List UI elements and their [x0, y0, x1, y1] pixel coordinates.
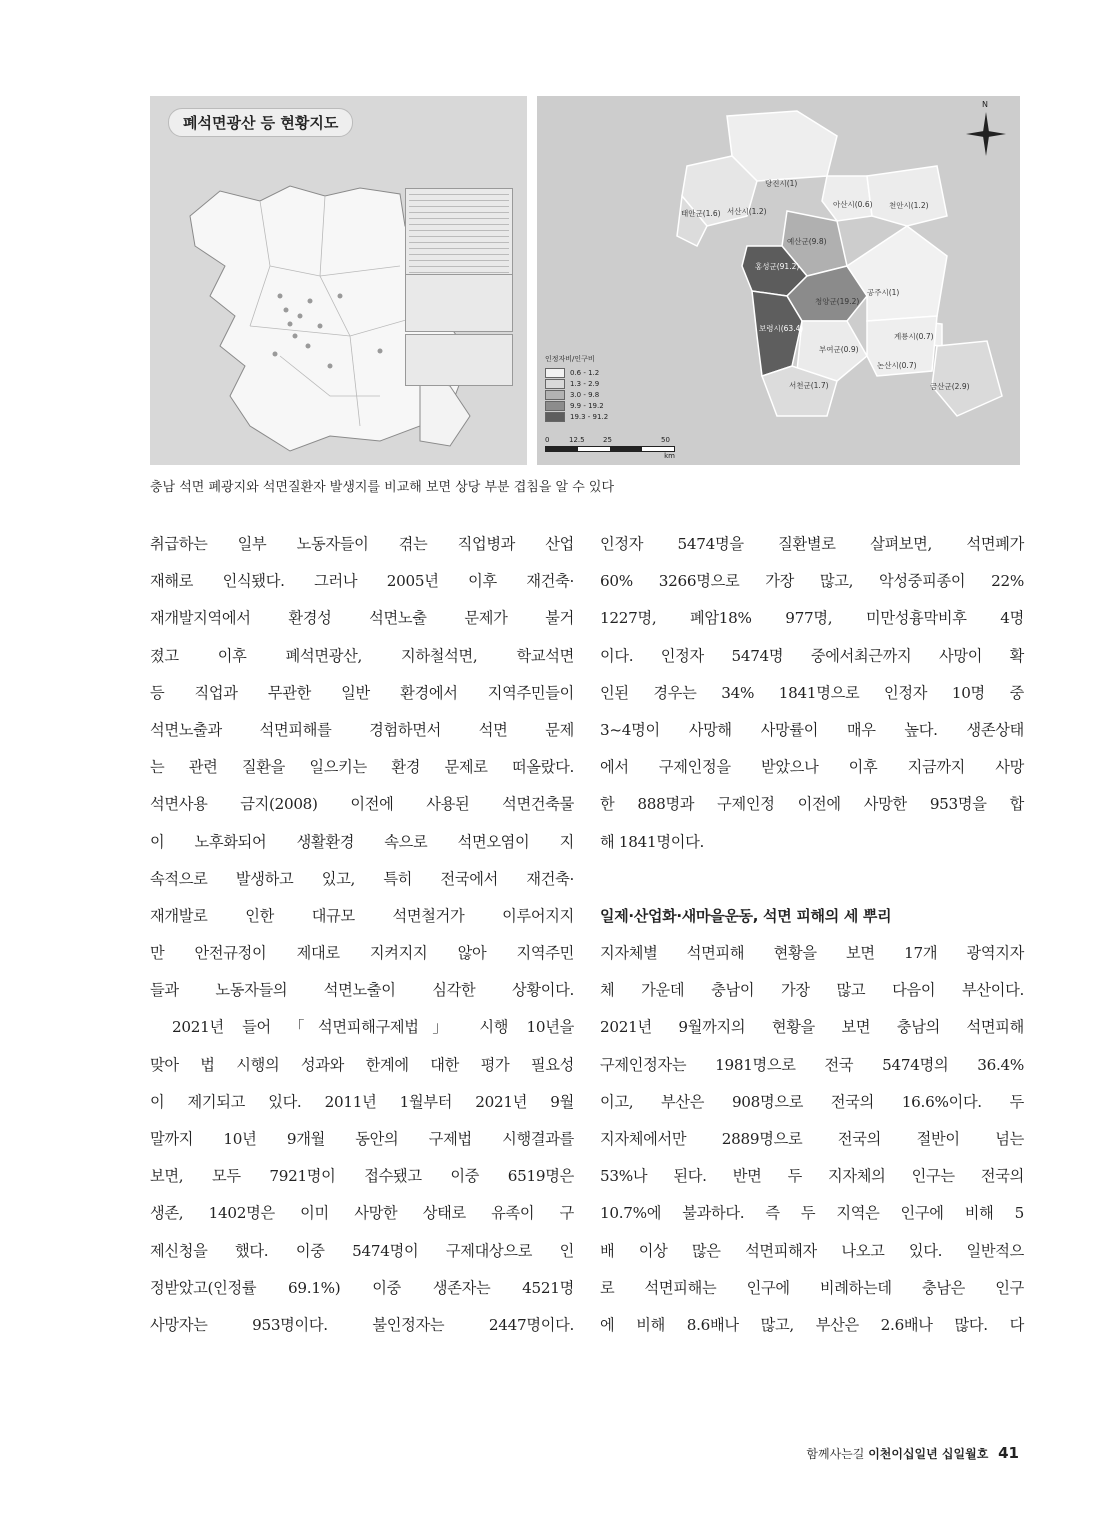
choropleth-legend: [545, 354, 608, 422]
region-label: 서산시(1.2): [727, 207, 767, 216]
region-label: 태안군(1.6): [681, 209, 721, 218]
legend-item: [545, 389, 608, 400]
legend-label: 0.6 - 1.2: [570, 368, 600, 377]
region-label: 청양군(19.2): [815, 297, 860, 306]
legend-label: 3.0 - 9.8: [570, 390, 600, 399]
legend-swatch: [545, 401, 565, 411]
text-line: 재개발로 인한 대규모 석면철거가 이루어지지: [150, 906, 574, 925]
text-line: 이고, 부산은 908명으로 전국의 16.6%이다. 두: [600, 1092, 1024, 1111]
text-line: 는 관련 질환을 일으키는 환경 문제로 떠올랐다.: [150, 758, 574, 777]
text-line: 재개발지역에서 환경성 석면노출 문제가 불거: [150, 609, 574, 628]
text-line: 10.7%에 불과하다. 즉 두 지역은 인구에 비해 5: [600, 1204, 1024, 1223]
paragraph-gap: [600, 861, 1024, 898]
region-label: 당진시(1): [765, 179, 798, 188]
text-line: 53%나 된다. 반면 두 지자체의 인구는 전국의: [600, 1167, 1024, 1186]
text-line: 재해로 인식됐다. 그러나 2005년 이후 재건축·: [150, 572, 574, 591]
legend-item: [545, 400, 608, 411]
text-line: 말까지 10년 9개월 동안의 구제법 시행결과를: [150, 1130, 574, 1148]
text-line: 취급하는 일부 노동자들이 겪는 직업병과 산업: [150, 535, 574, 553]
legend-title: 인정자비/인구비: [545, 355, 595, 363]
text-line: 60% 3266명으로 가장 많고, 악성중피종이 22%: [600, 572, 1024, 591]
text-line: 지자체에서만 2889명으로 전국의 절반이 넘는: [600, 1130, 1024, 1148]
text-line: 에 비해 8.6배나 많고, 부산은 2.6배나 많다. 다: [600, 1315, 1024, 1334]
north-label: N: [982, 100, 988, 109]
text-line: 배 이상 많은 석면피해자 나오고 있다. 일반적으: [600, 1241, 1024, 1260]
scale-tick: 25: [603, 436, 612, 444]
text-line: 정받았고(인정률 69.1%) 이중 생존자는 4521명: [150, 1278, 574, 1297]
text-line: 2021년 들어 「석면피해구제법」 시행 10년을: [172, 1018, 574, 1037]
text-line: 에서 구제인정을 받았으나 이후 지금까지 사망: [600, 758, 1024, 777]
text-line: 들과 노동자들의 석면노출이 심각한 상황이다.: [150, 981, 574, 1000]
magazine-name: 함께사는길: [806, 1447, 865, 1461]
text-line: 지자체별 석면피해 현황을 보면 17개 광역지자: [600, 944, 1024, 963]
region-label: 부여군(0.9): [819, 345, 859, 354]
mine-map-legend-table-2: [405, 274, 513, 332]
text-line: 졌고 이후 폐석면광산, 지하철석면, 학교석면: [150, 646, 574, 665]
text-line: 속적으로 발생하고 있고, 특히 전국에서 재건축·: [150, 869, 574, 888]
text-line: 인정자 5474명을 질환별로 살펴보면, 석면폐가: [600, 535, 1024, 553]
text-line: 해 1841명이다.: [600, 832, 704, 851]
region-label: 예산군(9.8): [787, 237, 827, 246]
choropleth-graphic: [537, 96, 1020, 465]
asbestos-mine-map: [150, 96, 527, 465]
text-line: 이다. 인정자 5474명 중에서최근까지 사망이 확: [600, 646, 1024, 665]
page-footer: [806, 1444, 1019, 1462]
figure-caption: 충남 석면 폐광지와 석면질환자 발생지를 비교해 보면 상당 부분 겹침을 알 수 있다: [150, 480, 615, 495]
page-number: 41: [998, 1444, 1019, 1462]
compass-icon: [966, 102, 1006, 154]
region-label: 공주시(1): [867, 288, 900, 297]
text-line: 제신청을 했다. 이중 5474명이 구제대상으로 인: [150, 1241, 574, 1260]
text-line: 사망자는 953명이다. 불인정자는 2447명이다.: [150, 1315, 574, 1334]
text-line: 이 제기되고 있다. 2011년 1월부터 2021년 9월: [150, 1092, 574, 1111]
text-line: 맞아 법 시행의 성과와 한계에 대한 평가 필요성: [150, 1055, 574, 1074]
scale-tick: 12.5: [569, 436, 585, 444]
legend-item: [545, 367, 608, 378]
section-heading: 일제·산업화·새마을운동, 석면 피해의 세 뿌리: [600, 906, 892, 925]
region-label: 서천군(1.7): [789, 381, 829, 390]
scale-unit: km: [664, 452, 675, 460]
map-scale-bar: [545, 436, 675, 460]
text-line: 이 노후화되어 생활환경 속으로 석면오염이 지: [150, 832, 574, 851]
text-line: 생존, 1402명은 이미 사망한 상태로 유족이 구: [150, 1204, 574, 1223]
text-line: 석면사용 금지(2008) 이전에 사용된 석면건축물: [150, 795, 574, 814]
text-line: 3~4명이 사망해 사망률이 매우 높다. 생존상태: [600, 720, 1024, 739]
legend-swatch: [545, 412, 565, 422]
issue-label: 이천이십일년 십일월호: [868, 1447, 989, 1461]
text-line: 만 안전규정이 제대로 지켜지지 않아 지역주민: [150, 944, 574, 963]
legend-label: 1.3 - 2.9: [570, 379, 600, 388]
left-text-column: [150, 526, 574, 1344]
text-line: 보면, 모두 7921명이 접수됐고 이중 6519명은: [150, 1167, 574, 1186]
legend-label: 9.9 - 19.2: [570, 401, 604, 410]
asbestos-patient-choropleth-map: [537, 96, 1020, 465]
legend-swatch: [545, 390, 565, 400]
text-line: 1227명, 폐암18% 977명, 미만성흉막비후 4명: [600, 609, 1024, 628]
text-line: 2021년 9월까지의 현황을 보면 충남의 석면피해: [600, 1018, 1024, 1037]
text-line: 인된 경우는 34% 1841명으로 인정자 10명 중: [600, 683, 1024, 702]
text-line: 한 888명과 구제인정 이전에 사망한 953명을 합: [600, 795, 1024, 814]
region-label: 보령시(63.4): [759, 324, 804, 333]
scale-tick: 0: [545, 436, 550, 444]
region-label: 계룡시(0.7): [894, 332, 934, 341]
region-label: 논산시(0.7): [877, 361, 917, 370]
text-line: 등 직업과 무관한 일반 환경에서 지역주민들이: [150, 683, 574, 702]
compass-rose: [966, 110, 1006, 158]
legend-label: 19.3 - 91.2: [570, 412, 609, 421]
text-line: 로 석면피해는 인구에 비례하는데 충남은 인구: [600, 1278, 1024, 1297]
legend-swatch: [545, 379, 565, 389]
region-label: 아산시(0.6): [833, 200, 873, 209]
text-line: 석면노출과 석면피해를 경험하면서 석면 문제: [150, 720, 574, 739]
legend-swatch: [545, 368, 565, 378]
legend-item: [545, 378, 608, 389]
right-text-column: [600, 526, 1024, 1344]
region-label: 천안시(1.2): [889, 201, 929, 210]
text-line: 체 가운데 충남이 가장 많고 다음이 부산이다.: [600, 981, 1024, 1000]
scale-tick: 50: [661, 436, 670, 444]
mine-map-title: 폐석면광산 등 현황지도: [168, 108, 353, 137]
region-label: 홍성군(91.2): [755, 262, 800, 271]
text-line: 구제인정자는 1981명으로 전국 5474명의 36.4%: [600, 1055, 1024, 1074]
region-label: 금산군(2.9): [930, 382, 970, 391]
legend-item: [545, 411, 608, 422]
mine-map-legend-table-3: [405, 334, 513, 386]
